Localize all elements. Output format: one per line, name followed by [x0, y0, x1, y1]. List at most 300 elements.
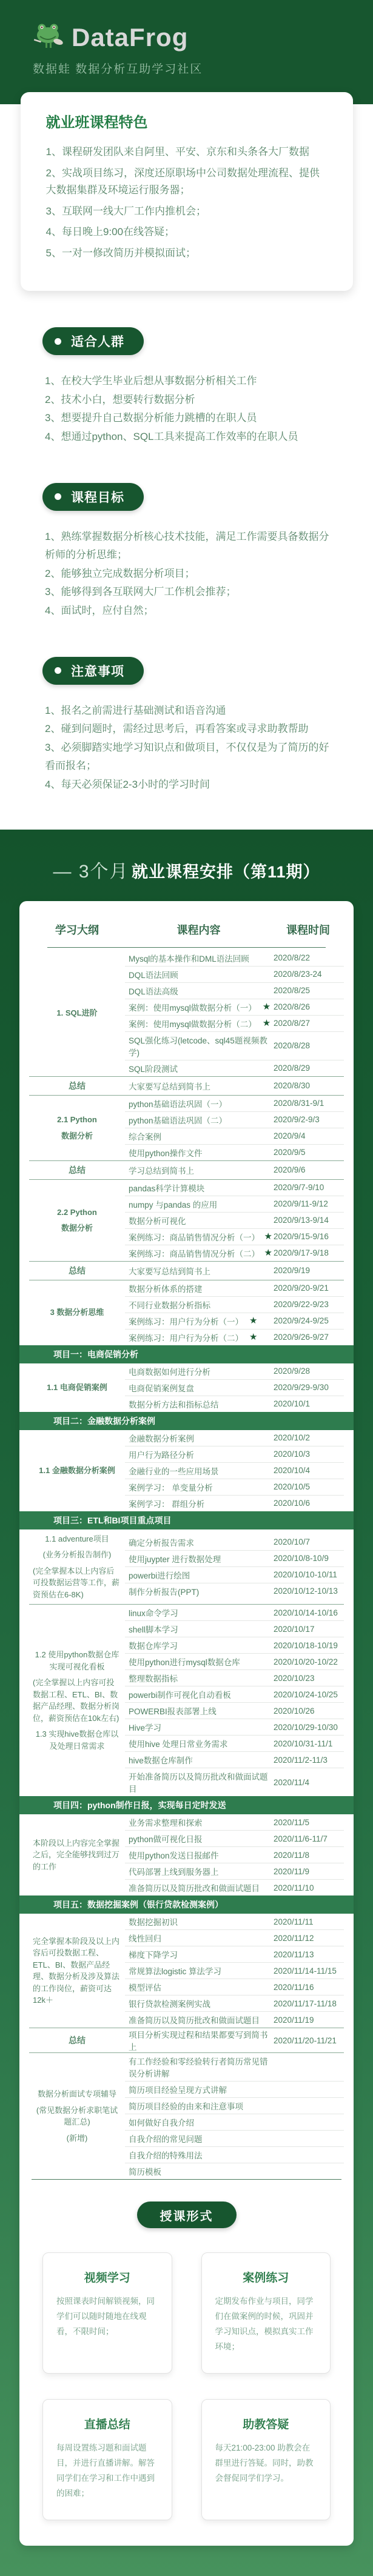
list-item: 2、技术小白，想要转行数据分析 [45, 393, 195, 405]
row-date: 2020/9/17-9/18 [274, 1248, 329, 1258]
group-rows [125, 1430, 344, 1511]
teaching-card-title: 助教答疑 [243, 2418, 289, 2431]
section-title: 注意事项 [71, 664, 124, 679]
row-date: 2020/8/23-24 [274, 970, 322, 979]
list-item: 1、熟练掌握数据分析核心技术技能，满足工作需要具备数据分析师的分析思维； [45, 530, 329, 561]
project-banner: 项目二：金融数据分析案例 [19, 1412, 354, 1430]
row-content [125, 1915, 272, 1928]
table-row [125, 1313, 344, 1330]
table-row [125, 1534, 344, 1551]
table-row [125, 1605, 344, 1621]
list-item: 3、想要提升自己数据分析能力跳槽的在职人员 [45, 412, 257, 424]
table-row [125, 1463, 344, 1479]
feature-item: 3、互联网一线大厂工作内推机会； [45, 205, 206, 217]
row-content-text: 使用python进行mysql数据仓库 [129, 1658, 240, 1668]
row-content-text: 数据分析体系的搭建 [129, 1284, 203, 1294]
teaching-title-pill: 授课形式 [137, 2202, 237, 2228]
row-content-text: 使用hive 处理日常业务需求 [129, 1740, 228, 1749]
row-date: 2020/9/26-9/27 [274, 1333, 329, 1342]
table-row [125, 1583, 344, 1599]
row-date: 2020/9/11-9/12 [274, 1199, 328, 1209]
bullet-dot-icon [55, 667, 61, 674]
table-row [125, 1496, 344, 1511]
group-label [29, 1529, 125, 1605]
row-content [125, 985, 272, 997]
row-content [125, 1948, 272, 1960]
row-content [125, 1536, 272, 1548]
row-date: 2020/10/1 [274, 1399, 311, 1409]
row-content [125, 952, 272, 964]
star-icon: ★ [249, 1332, 258, 1343]
section-pill [42, 657, 144, 685]
summary-content: 大家要写总结到简书上 [129, 1266, 210, 1276]
row-date: 2020/8/31-9/1 [274, 1099, 324, 1108]
group-label-line: (常见数据分析求职笔试题汇总) [36, 2105, 118, 2127]
summary-label: 总结 [69, 1165, 86, 1175]
teaching-card-body: 定期发布作业与项目，同学们在做案例的时候，巩固并学习知识点，模拟真实工作环境； [215, 2297, 314, 2351]
row-content [125, 1432, 272, 1444]
row-date: 2020/10/12-10/13 [274, 1586, 338, 1596]
group-label-line: (完全掌握以上内容可投数据工程、ETL、BI、数据产品经理、数据分析岗位，薪资预估在10k左右) [33, 1678, 120, 1723]
frog-logo-icon [32, 22, 63, 53]
row-date: 2020/11/13 [274, 1949, 314, 1959]
row-content-text: powerbi制作可视化自动看板 [129, 1691, 231, 1700]
row-content-text: 案例：使用mysql做数据分析（二） [129, 1019, 257, 1029]
section-pill [42, 483, 144, 511]
row-date: 2020/8/26 [274, 1002, 311, 1012]
schedule-heading-light: — 3个月 [53, 861, 129, 882]
summary-row [29, 1261, 344, 1280]
star-icon: ★ [262, 1018, 271, 1029]
table-group [29, 2052, 344, 2179]
table-group [29, 1814, 344, 1895]
table-row [125, 1768, 344, 1796]
row-date: 2020/10/23 [274, 1673, 315, 1683]
row-content-text: 数据挖掘初识 [129, 1918, 178, 1928]
header [0, 0, 373, 104]
row-content-text: Mysql的基本操作和DML语法回顾 [129, 954, 249, 964]
row-content-text: 综合案例 [129, 1132, 161, 1142]
group-rows [125, 1814, 344, 1895]
list-item: 1、在校大学生毕业后想从事数据分析相关工作 [45, 375, 257, 387]
table-row [125, 967, 344, 983]
group-label-line: 完全掌握本阶段及以上内容后可投数据工程、ETL、BI、数据产品经理、数据分析及涉及算法的工作岗位，薪资可达12k＋ [33, 1936, 120, 2005]
group-label-line: 2.1 Python [57, 1115, 97, 1125]
schedule-table-body [29, 950, 344, 2180]
row-content [125, 1398, 272, 1410]
star-icon: ★ [264, 1231, 272, 1242]
group-rows [125, 1363, 344, 1412]
row-content [125, 1585, 272, 1597]
row-date: 2020/11/9 [274, 1866, 310, 1876]
row-content [125, 1705, 272, 1717]
star-icon: ★ [249, 1316, 258, 1326]
row-content-text: 案例：使用mysql做数据分析（一） [129, 1003, 257, 1013]
summary-label: 总结 [69, 1080, 86, 1091]
row-content [125, 1569, 272, 1581]
table-row [125, 1396, 344, 1412]
row-content [125, 1147, 272, 1159]
row-date: 2020/10/5 [274, 1482, 311, 1492]
table-row [125, 1363, 344, 1380]
row-date: 2020/10/8-10/9 [274, 1554, 329, 1563]
table-group [29, 1280, 344, 1345]
bullet-dot-icon [55, 493, 61, 500]
table-row [125, 2163, 344, 2179]
row-content [125, 1062, 272, 1074]
table-row [125, 2082, 344, 2098]
teaching-card-title: 视频学习 [84, 2272, 130, 2285]
row-date: 2020/11/14-11/15 [274, 1966, 337, 1975]
table-row [125, 1814, 344, 1831]
table-row [125, 1736, 344, 1752]
group-rows [125, 1914, 344, 2028]
row-content-text: 金融行业的一些应用场景 [129, 1466, 219, 1476]
table-row [125, 1297, 344, 1313]
row-date: 2020/9/20-9/21 [274, 1283, 329, 1293]
group-rows [125, 1096, 344, 1160]
table-row [125, 1670, 344, 1686]
row-date: 2020/9/24-9/25 [274, 1316, 329, 1326]
table-row [125, 1847, 344, 1863]
table-row [125, 1229, 344, 1245]
table-row [125, 2098, 344, 2114]
feature-item: 5、一对一修改简历并模拟面试； [45, 247, 196, 259]
table-row [125, 1430, 344, 1446]
group-label [29, 1605, 125, 1796]
table-group [29, 1604, 344, 1796]
row-date: 2020/10/29-10/30 [274, 1722, 338, 1732]
row-content [125, 1247, 272, 1259]
row-date: 2020/9/4 [274, 1131, 306, 1141]
summary-date: 2020/11/20-11/21 [274, 2035, 337, 2045]
table-row [125, 1831, 344, 1847]
summary-row [29, 1076, 344, 1095]
row-content-text: 模型评估 [129, 1983, 161, 1993]
list-item: 3、必须脚踏实地学习知识点和做项目，不仅仅是为了简历的好看而报名； [45, 741, 329, 772]
row-content [125, 1770, 272, 1794]
column-header-content: 课程内容 [176, 924, 221, 936]
row-content-text: 制作分析报告(PPT) [129, 1587, 200, 1597]
row-content [125, 1865, 272, 1877]
group-label [29, 1180, 125, 1261]
row-content-text: 案例练习：用户行为分析（二） [129, 1333, 243, 1343]
section-list [45, 702, 335, 794]
section-title: 课程目标 [71, 490, 124, 505]
group-label [29, 1363, 125, 1412]
table-group [29, 1095, 344, 1160]
group-label-line: 数据分析 [61, 1131, 93, 1140]
group-label-line: 1.1 电商促销案例 [47, 1382, 107, 1392]
row-content-text: 梯度下降学习 [129, 1951, 178, 1960]
row-content-text: 案例练习：商品销售情况分析（一） [129, 1233, 260, 1242]
group-label-line: 1.2 使用python数据仓库实现可视化看板 [35, 1650, 119, 1671]
row-date: 2020/9/28 [274, 1366, 311, 1376]
row-content-text: 数据分析方法和指标总结 [129, 1400, 219, 1409]
list-item: 4、面试时，应付自然； [45, 605, 154, 617]
teaching-card [201, 2252, 331, 2374]
table-row [125, 1963, 344, 1979]
row-content-text: 数据分析可视化 [129, 1216, 186, 1226]
row-content [125, 1097, 272, 1110]
group-label-line: 本阶段以上内容完全掌握之后，完全能够找到过万的工作 [33, 1838, 120, 1871]
row-content-text: pandas科学计算模块 [129, 1183, 205, 1193]
table-row [125, 1914, 344, 1930]
summary-content: 大家要写总结到简书上 [129, 1082, 210, 1091]
table-row [125, 1930, 344, 1946]
group-rows [125, 1529, 344, 1605]
row-content-text: 有工作经验和零经验转行者简历常见错误分析讲解 [129, 2057, 268, 2079]
table-row [125, 2053, 344, 2082]
table-row [125, 2012, 344, 2028]
row-content [125, 1481, 272, 1493]
row-date: 2020/10/24-10/25 [274, 1689, 338, 1699]
group-label [29, 2053, 125, 2179]
row-date: 2020/10/6 [274, 1499, 311, 1508]
row-content-text: DQL语法高级 [129, 987, 178, 996]
table-row [125, 983, 344, 999]
table-row [125, 1654, 344, 1670]
row-content-text: 线性回归 [129, 1934, 161, 1944]
table-group [29, 1914, 344, 2028]
row-date: 2020/11/8 [274, 1850, 310, 1860]
row-date: 2020/10/3 [274, 1449, 311, 1459]
summary-label: 总结 [69, 1265, 86, 1276]
row-content-text: 案例练习：用户行为分析（一） [129, 1317, 243, 1326]
table-row [125, 1330, 344, 1345]
row-date: 2020/9/13-9/14 [274, 1216, 329, 1225]
row-date: 2020/8/22 [274, 953, 311, 963]
table-row [125, 2114, 344, 2131]
table-group [29, 1430, 344, 1511]
row-date: 2020/11/17-11/18 [274, 1999, 337, 2008]
row-content [125, 1754, 272, 1766]
schedule-card [19, 901, 354, 2546]
group-label-line: 数据分析面试专项辅导 [37, 2089, 116, 2099]
table-row [125, 1979, 344, 1995]
teaching-card [42, 2252, 172, 2374]
table-row [125, 1995, 344, 2012]
row-date: 2020/11/2-11/3 [274, 1755, 328, 1765]
group-label-line: 1.1 adventure项目 [45, 1534, 109, 1543]
row-date: 2020/9/5 [274, 1148, 306, 1157]
row-date: 2020/10/2 [274, 1433, 311, 1443]
row-content [125, 1623, 272, 1635]
features-list [46, 144, 328, 262]
row-content-text: 简历项目经验的由来和注意事项 [129, 2102, 243, 2112]
star-icon: ★ [262, 1002, 271, 1013]
table-header-divider [47, 947, 326, 948]
table-group [29, 950, 344, 1076]
row-date: 2020/8/27 [274, 1019, 311, 1028]
project-banner: 项目四：python制作日报，实现每日定时发送 [19, 1796, 354, 1814]
row-content [125, 1553, 272, 1565]
row-content-text: 案例学习： 单变量分析 [129, 1483, 213, 1493]
row-content [125, 1656, 272, 1668]
row-content [125, 1721, 272, 1733]
section-audience [0, 327, 373, 446]
row-content-text: numpy 与pandas 的应用 [129, 1200, 218, 1210]
row-content [125, 1315, 272, 1327]
row-content-text: 案例学习： 群组分析 [129, 1499, 205, 1509]
row-content-text: python做可视化日报 [129, 1835, 203, 1845]
row-content [125, 1882, 272, 1894]
brand-tagline: 数据蛙 数据分析互助学习社区 [33, 63, 203, 76]
teaching-cards-grid [42, 2252, 331, 2520]
row-content [125, 2132, 272, 2145]
group-rows [125, 1180, 344, 1261]
row-content [125, 1816, 272, 1828]
table-row [125, 999, 344, 1016]
table-row [125, 1621, 344, 1637]
row-content [125, 1182, 272, 1194]
table-row [125, 1637, 344, 1654]
project-banner: 项目三：ETL和BI项目重点项目 [19, 1511, 354, 1529]
row-content-text: SQL强化练习(letcode、sql45题视频教学) [129, 1036, 267, 1057]
row-content [125, 1365, 272, 1377]
table-row [125, 1145, 344, 1160]
table-group [29, 1179, 344, 1261]
row-content [125, 1017, 272, 1030]
features-title: 就业班课程特色 [45, 115, 148, 131]
row-content-text: hive数据仓库制作 [129, 1756, 193, 1766]
row-content-text: python基础语法巩固（二） [129, 1116, 227, 1125]
row-content [125, 1130, 272, 1142]
row-content [125, 1034, 272, 1058]
summary-row [29, 2028, 344, 2052]
row-content-text: 金融数据分析案例 [129, 1434, 194, 1443]
summary-date: 2020/9/6 [274, 1165, 306, 1175]
row-content-text: 整理数据指标 [129, 1674, 178, 1684]
project-banner: 项目一：电商促销分析 [19, 1345, 354, 1363]
table-row [125, 1446, 344, 1463]
feature-item: 2、实战项目练习，深度还原职场中公司数据处理流程、提供大数据集群及环境运行服务器； [45, 167, 320, 196]
row-content [125, 1331, 272, 1343]
row-date: 2020/9/7-9/10 [274, 1183, 324, 1193]
group-label-line: 数据分析 [61, 1223, 93, 1233]
group-label [29, 1096, 125, 1160]
row-content [125, 2116, 272, 2128]
group-label [29, 950, 125, 1076]
table-row [125, 1686, 344, 1703]
feature-item: 4、每日晚上9:00在线答疑； [45, 226, 175, 238]
row-content-text: 自我介绍的特殊用法 [129, 2151, 203, 2161]
row-content [125, 1114, 272, 1126]
row-content-text: 开始准备简历以及简历批改和做面试题目 [129, 1772, 268, 1794]
table-row [125, 1880, 344, 1895]
row-content-text: 简历模板 [129, 2168, 161, 2177]
row-content-text: 准备简历以及简历批改和做面试题目 [129, 1884, 260, 1894]
row-content [125, 1448, 272, 1460]
row-date: 2020/10/18-10/19 [274, 1640, 338, 1650]
features-card [21, 92, 353, 291]
row-date: 2020/10/20-10/22 [274, 1657, 338, 1666]
table-row [125, 950, 344, 967]
row-date: 2020/8/25 [274, 986, 311, 996]
table-row [125, 2131, 344, 2147]
section-notes [0, 657, 373, 794]
row-content [125, 1299, 272, 1311]
row-content [125, 1497, 272, 1509]
row-content [125, 968, 272, 980]
group-label-line: (新增) [66, 2133, 88, 2143]
group-label-line: (完全掌握本以上内容后可投数据运营等工作，薪资预估在6-8K) [33, 1566, 120, 1599]
row-content-text: POWERBI报表部署上线 [129, 1707, 217, 1717]
summary-label: 总结 [69, 2035, 86, 2046]
row-content [125, 1672, 272, 1684]
feature-item: 1、课程研发团队来自阿里、平安、京东和头条各大厂数据 [45, 146, 309, 158]
row-content-text: 简历项目经验呈现方式讲解 [129, 2086, 227, 2095]
summary-content: 项目分析实现过程和结果都要写到简书上 [129, 2031, 268, 2052]
table-row [125, 1567, 344, 1583]
table-row [125, 1703, 344, 1719]
row-date: 2020/10/17 [274, 1624, 315, 1634]
row-date: 2020/11/5 [274, 1817, 310, 1827]
row-content-text: 数据仓库学习 [129, 1642, 178, 1651]
group-rows [125, 2053, 344, 2179]
row-date: 2020/8/29 [274, 1063, 311, 1073]
row-date: 2020/11/16 [274, 1982, 314, 1992]
list-item: 4、想通过python、SQL工具来提高工作效率的在职人员 [45, 431, 298, 443]
row-content-text: 业务需求整理和探索 [129, 1819, 203, 1828]
row-content-text: 自我介绍的常见问题 [129, 2135, 203, 2145]
table-row [125, 1128, 344, 1145]
teaching-card-body: 每周设置练习题和面试题目，并进行直播讲解。解答同学们在学习和工作中遇到的困难； [56, 2443, 155, 2498]
summary-date: 2020/8/30 [274, 1081, 311, 1091]
list-item: 4、每天必须保证2-3小时的学习时间 [45, 779, 210, 790]
row-content [125, 1965, 272, 1977]
row-content-text: DQL语法回顾 [129, 970, 178, 980]
section-title: 适合人群 [71, 335, 124, 350]
row-content [125, 2055, 272, 2079]
group-label-line: 1.1 金融数据分析案例 [39, 1465, 115, 1475]
row-content-text: powerbi进行绘图 [129, 1571, 190, 1580]
row-content [125, 1832, 272, 1845]
brand-title: DataFrog [72, 22, 189, 52]
group-label [29, 1430, 125, 1511]
row-content-text: 代码部署上线到服务器上 [129, 1868, 219, 1877]
row-date: 2020/10/26 [274, 1706, 315, 1716]
row-content [125, 1382, 272, 1394]
group-label-line: 1. SQL进阶 [56, 1008, 98, 1017]
group-label-line: 3 数据分析思维 [50, 1308, 104, 1317]
table-end-divider [32, 2179, 341, 2180]
row-content [125, 1214, 272, 1226]
row-date: 2020/9/2-9/3 [274, 1115, 320, 1125]
summary-content: 学习总结到简书上 [129, 1166, 194, 1176]
row-content [125, 2014, 272, 2026]
table-group [29, 1363, 344, 1412]
row-content-text: 如何做好自我介绍 [129, 2118, 194, 2128]
row-content [125, 1737, 272, 1749]
row-date: 2020/11/6-11/7 [274, 1834, 328, 1843]
row-date: 2020/8/28 [274, 1041, 311, 1051]
table-row [125, 1032, 344, 1060]
row-content-text: python基础语法巩固（一） [129, 1099, 227, 1109]
teaching-card-body: 每天21:00-23:00 助教会在群里进行答疑。同时，助教会督促同学们学习。 [215, 2443, 314, 2483]
table-row [125, 1096, 344, 1112]
table-row [125, 1060, 344, 1076]
teaching-card [201, 2399, 331, 2520]
column-header-time: 课程时间 [286, 924, 330, 936]
table-row [125, 1863, 344, 1880]
row-content [125, 1639, 272, 1651]
row-content-text: 使用juypter 进行数据处理 [129, 1554, 221, 1564]
group-label [29, 1280, 125, 1345]
logo-row [32, 22, 373, 53]
group-label-line: (业务分析报告制作) [42, 1550, 112, 1560]
group-rows [125, 1605, 344, 1796]
